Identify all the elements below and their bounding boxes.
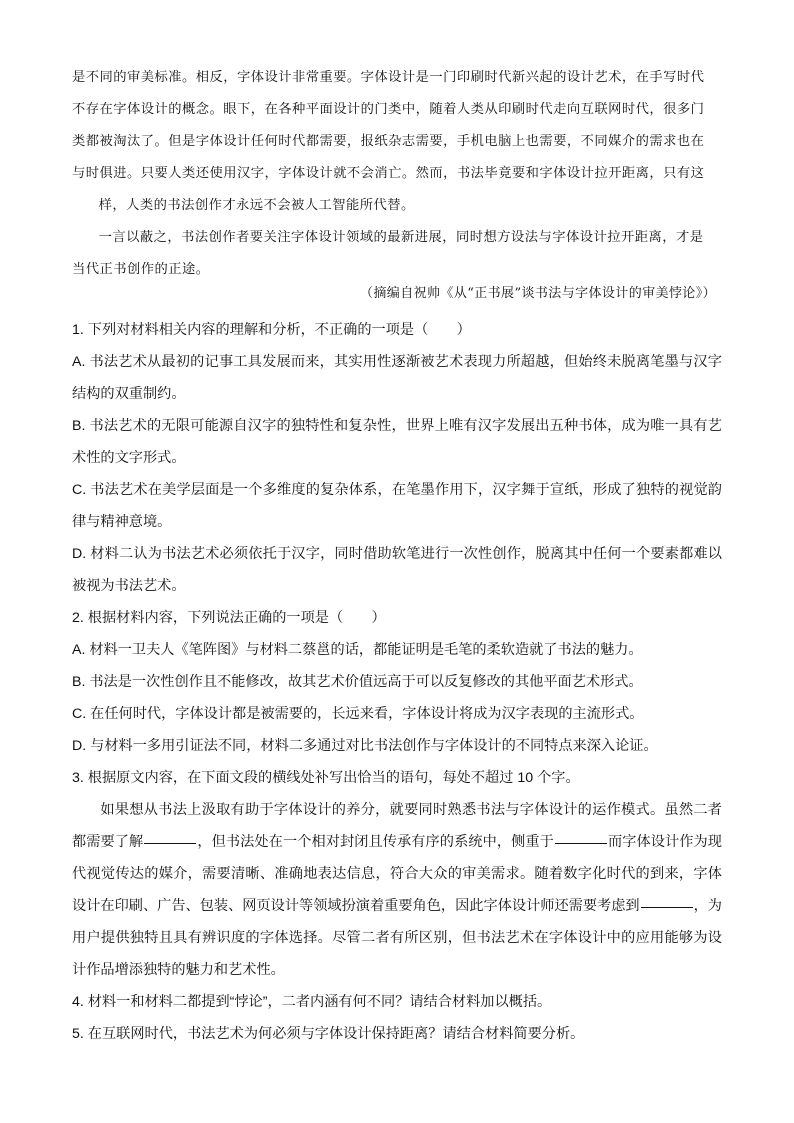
fill-in-passage xyxy=(72,794,722,986)
question-4: 4. 材料一和材料二都提到“悖论”，二者内涵有何不同？请结合材料加以概括。 xyxy=(72,994,552,1010)
passage-line: 与时俱进。只要人类还使用汉字，字体设计就不会消亡。然而，书法毕竟要和字体设计拉开距离，只有这 xyxy=(72,166,705,181)
option-d: D. 与材料一多用引证法不同，材料二多通过对比书法创作与字体设计的不同特点来深入论证。 xyxy=(72,738,658,754)
option-c: C. 在任何时代，字体设计都是被需要的，长远来看，字体设计将成为汉字表现的主流形式。 xyxy=(72,706,644,722)
question-stem: 3. 根据原文内容，在下面文段的横线处补写出恰当的语句，每处不超过 10 个字。 xyxy=(72,770,580,786)
question-3 xyxy=(72,762,722,986)
option-a: A. 材料一卫夫人《笔阵图》与材料二蔡邕的话，都能证明是毛笔的柔软造就了书法的魅力。 xyxy=(72,642,643,658)
answer-blank-2[interactable] xyxy=(555,842,607,844)
option-c: C. 书法艺术在美学层面是一个多维度的复杂体系，在笔墨作用下，汉字舞于宣纸，形成了独特的视觉韵律与精神意境。 xyxy=(72,482,722,530)
passage-line: 样，人类的书法创作才永远不会被人工智能所代替。 xyxy=(98,198,415,213)
reading-passage xyxy=(72,62,722,286)
question-stem: 1. 下列对材料相关内容的理解和分析，不正确的一项是（ ） xyxy=(72,322,471,338)
option-b: B. 书法是一次性创作且不能修改，故其艺术价值远高于可以反复修改的其他平面艺术形式。 xyxy=(72,674,643,690)
passage-segment: 如果想从书法上汲取有助于字体设计的养分，就要同时熟悉书法与字体设计的运作模式。虽然二者都需要了解 xyxy=(72,802,722,850)
question-1 xyxy=(72,314,722,602)
passage-segment: ，为用户提供独特且具有辨识度的字体选择。尽管二者有所区别，但书法艺术在字体设计中的应用能够为设计作品增添独特的魅力和艺术性。 xyxy=(72,898,722,978)
answer-blank-3[interactable] xyxy=(641,906,693,908)
passage-segment: 而字体设计作为现代视觉传达的媒介，需要清晰、准确地表达信息，符合大众的审美需求。随着数字化时代的到来，字体设计在印刷、广告、包装、网页设计等领域扮演着重要角色，因此字体设计师还需要考虑到 xyxy=(72,834,722,914)
questions-section xyxy=(72,314,722,1050)
passage-line: 类都被淘汰了。但是字体设计任何时代都需要，报纸杂志需要，手机电脑上也需要，不同媒介的需求也在 xyxy=(72,134,705,149)
passage-segment: ，但书法处在一个相对封闭且传承有序的系统中，侧重于 xyxy=(197,834,554,850)
passage-line: 不存在字体设计的概念。眼下，在各种平面设计的门类中，随着人类从印刷时代走向互联网时代，很多门 xyxy=(72,102,705,117)
question-2 xyxy=(72,602,722,762)
source-citation: （摘编自祝帅《从“正书展”谈书法与字体设计的审美悖论》） xyxy=(360,286,716,301)
option-b: B. 书法艺术的无限可能源自汉字的独特性和复杂性，世界上唯有汉字发展出五种书体，成为唯一具有艺术性的文字形式。 xyxy=(72,418,722,466)
answer-blank-1[interactable] xyxy=(144,842,196,844)
option-a: A. 书法艺术从最初的记事工具发展而来，其实用性逐渐被艺术表现力所超越，但始终未脱离笔墨与汉字结构的双重制约。 xyxy=(72,354,722,402)
question-stem: 2. 根据材料内容，下列说法正确的一项是（ ） xyxy=(72,610,386,626)
option-d: D. 材料二认为书法艺术必须依托于汉字，同时借助软笔进行一次性创作，脱离其中任何一个要素都难以被视为书法艺术。 xyxy=(72,546,722,594)
passage-line: 是不同的审美标准。相反，字体设计非常重要。字体设计是一门印刷时代新兴起的设计艺术，在手写时代 xyxy=(72,70,705,85)
passage-line: 一言以蔽之，书法创作者要关注字体设计领域的最新进展，同时想方设法与字体设计拉开距离，才是 xyxy=(98,230,704,245)
passage-line: 当代正书创作的正途。 xyxy=(72,262,210,277)
question-5: 5. 在互联网时代，书法艺术为何必须与字体设计保持距离？请结合材料简要分析。 xyxy=(72,1026,585,1042)
